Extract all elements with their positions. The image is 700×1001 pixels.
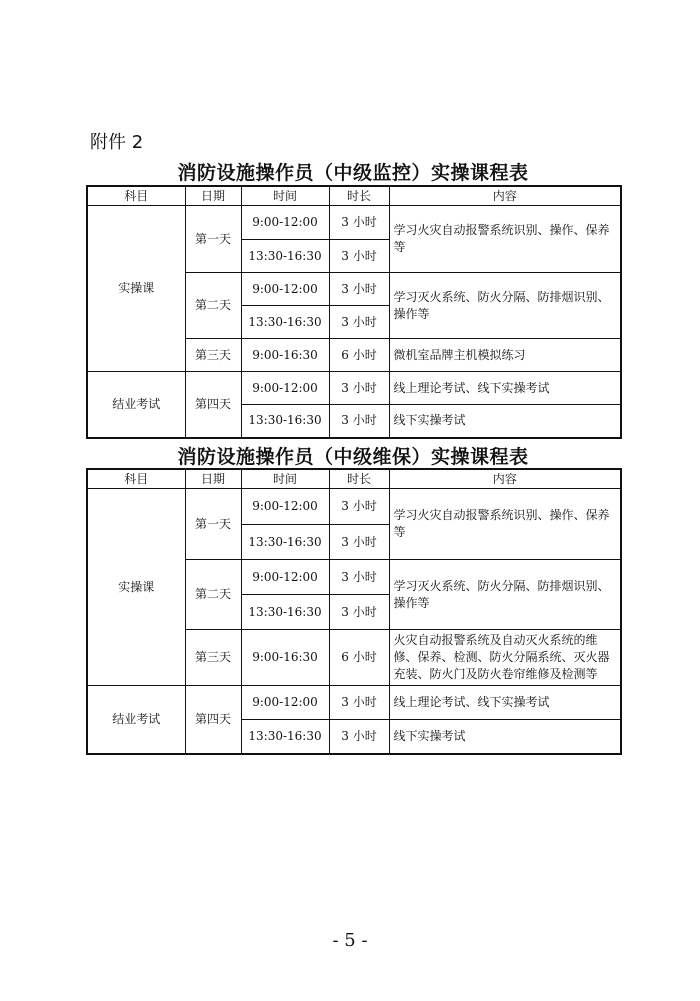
time-cell: 9:00-12:00 — [241, 686, 329, 720]
header-time: 时间 — [241, 186, 329, 206]
subject-cell: 实操课 — [87, 489, 185, 686]
duration-cell: 3 小时 — [329, 560, 389, 595]
table-row — [87, 489, 621, 525]
header-time: 时间 — [241, 469, 329, 489]
table1-schedule — [86, 185, 622, 439]
table2-title: 消防设施操作员（中级维保）实操课程表 — [177, 446, 529, 468]
time-cell: 13:30-16:30 — [241, 720, 329, 754]
date-cell: 第二天 — [185, 273, 241, 339]
duration-cell: 6 小时 — [329, 339, 389, 372]
content-cell: 线下实操考试 — [389, 720, 621, 754]
time-cell: 9:00-12:00 — [241, 206, 329, 240]
time-cell: 9:00-12:00 — [241, 372, 329, 405]
content-cell: 学习火灾自动报警系统识别、操作、保养等 — [389, 206, 621, 273]
page-number: - 5 - — [332, 930, 368, 951]
duration-cell: 3 小时 — [329, 525, 389, 560]
time-cell: 9:00-12:00 — [241, 489, 329, 525]
content-cell: 学习火灾自动报警系统识别、操作、保养等 — [389, 489, 621, 560]
duration-cell: 3 小时 — [329, 240, 389, 273]
date-cell: 第一天 — [185, 489, 241, 560]
time-cell: 9:00-12:00 — [241, 560, 329, 595]
header-date: 日期 — [185, 186, 241, 206]
time-cell: 9:00-16:30 — [241, 339, 329, 372]
header-date: 日期 — [185, 469, 241, 489]
duration-cell: 3 小时 — [329, 206, 389, 240]
content-cell: 线上理论考试、线下实操考试 — [389, 686, 621, 720]
header-subject: 科目 — [87, 186, 185, 206]
date-cell: 第一天 — [185, 206, 241, 273]
table-row — [87, 686, 621, 720]
date-cell: 第四天 — [185, 686, 241, 754]
content-cell: 线下实操考试 — [389, 405, 621, 438]
subject-cell: 实操课 — [87, 206, 185, 372]
header-content: 内容 — [389, 469, 621, 489]
time-cell: 9:00-16:30 — [241, 630, 329, 686]
duration-cell: 6 小时 — [329, 630, 389, 686]
date-cell: 第三天 — [185, 339, 241, 372]
duration-cell: 3 小时 — [329, 686, 389, 720]
duration-cell: 3 小时 — [329, 595, 389, 630]
table1-title: 消防设施操作员（中级监控）实操课程表 — [177, 162, 529, 184]
subject-cell: 结业考试 — [87, 686, 185, 754]
content-cell: 学习灭火系统、防火分隔、防排烟识别、操作等 — [389, 273, 621, 339]
date-cell: 第三天 — [185, 630, 241, 686]
header-content: 内容 — [389, 186, 621, 206]
content-cell: 线上理论考试、线下实操考试 — [389, 372, 621, 405]
table-row — [87, 372, 621, 405]
time-cell: 13:30-16:30 — [241, 405, 329, 438]
subject-cell: 结业考试 — [87, 372, 185, 438]
content-cell: 微机室品牌主机模拟练习 — [389, 339, 621, 372]
duration-cell: 3 小时 — [329, 273, 389, 306]
content-cell: 火灾自动报警系统及自动灭火系统的维修、保养、检测、防火分隔系统、灭火器充装、防火门及防火卷帘维修及检测等 — [389, 630, 621, 686]
table1-header-row — [87, 186, 621, 206]
duration-cell: 3 小时 — [329, 720, 389, 754]
time-cell: 13:30-16:30 — [241, 240, 329, 273]
date-cell: 第二天 — [185, 560, 241, 630]
header-duration: 时长 — [329, 186, 389, 206]
table2-schedule — [86, 468, 622, 755]
attachment-label: 附件 2 — [90, 132, 144, 153]
time-cell: 13:30-16:30 — [241, 595, 329, 630]
duration-cell: 3 小时 — [329, 489, 389, 525]
table-row — [87, 206, 621, 240]
time-cell: 13:30-16:30 — [241, 525, 329, 560]
content-cell: 学习灭火系统、防火分隔、防排烟识别、操作等 — [389, 560, 621, 630]
date-cell: 第四天 — [185, 372, 241, 438]
table2-header-row — [87, 469, 621, 489]
time-cell: 13:30-16:30 — [241, 306, 329, 339]
header-subject: 科目 — [87, 469, 185, 489]
duration-cell: 3 小时 — [329, 372, 389, 405]
duration-cell: 3 小时 — [329, 405, 389, 438]
header-duration: 时长 — [329, 469, 389, 489]
time-cell: 9:00-12:00 — [241, 273, 329, 306]
duration-cell: 3 小时 — [329, 306, 389, 339]
